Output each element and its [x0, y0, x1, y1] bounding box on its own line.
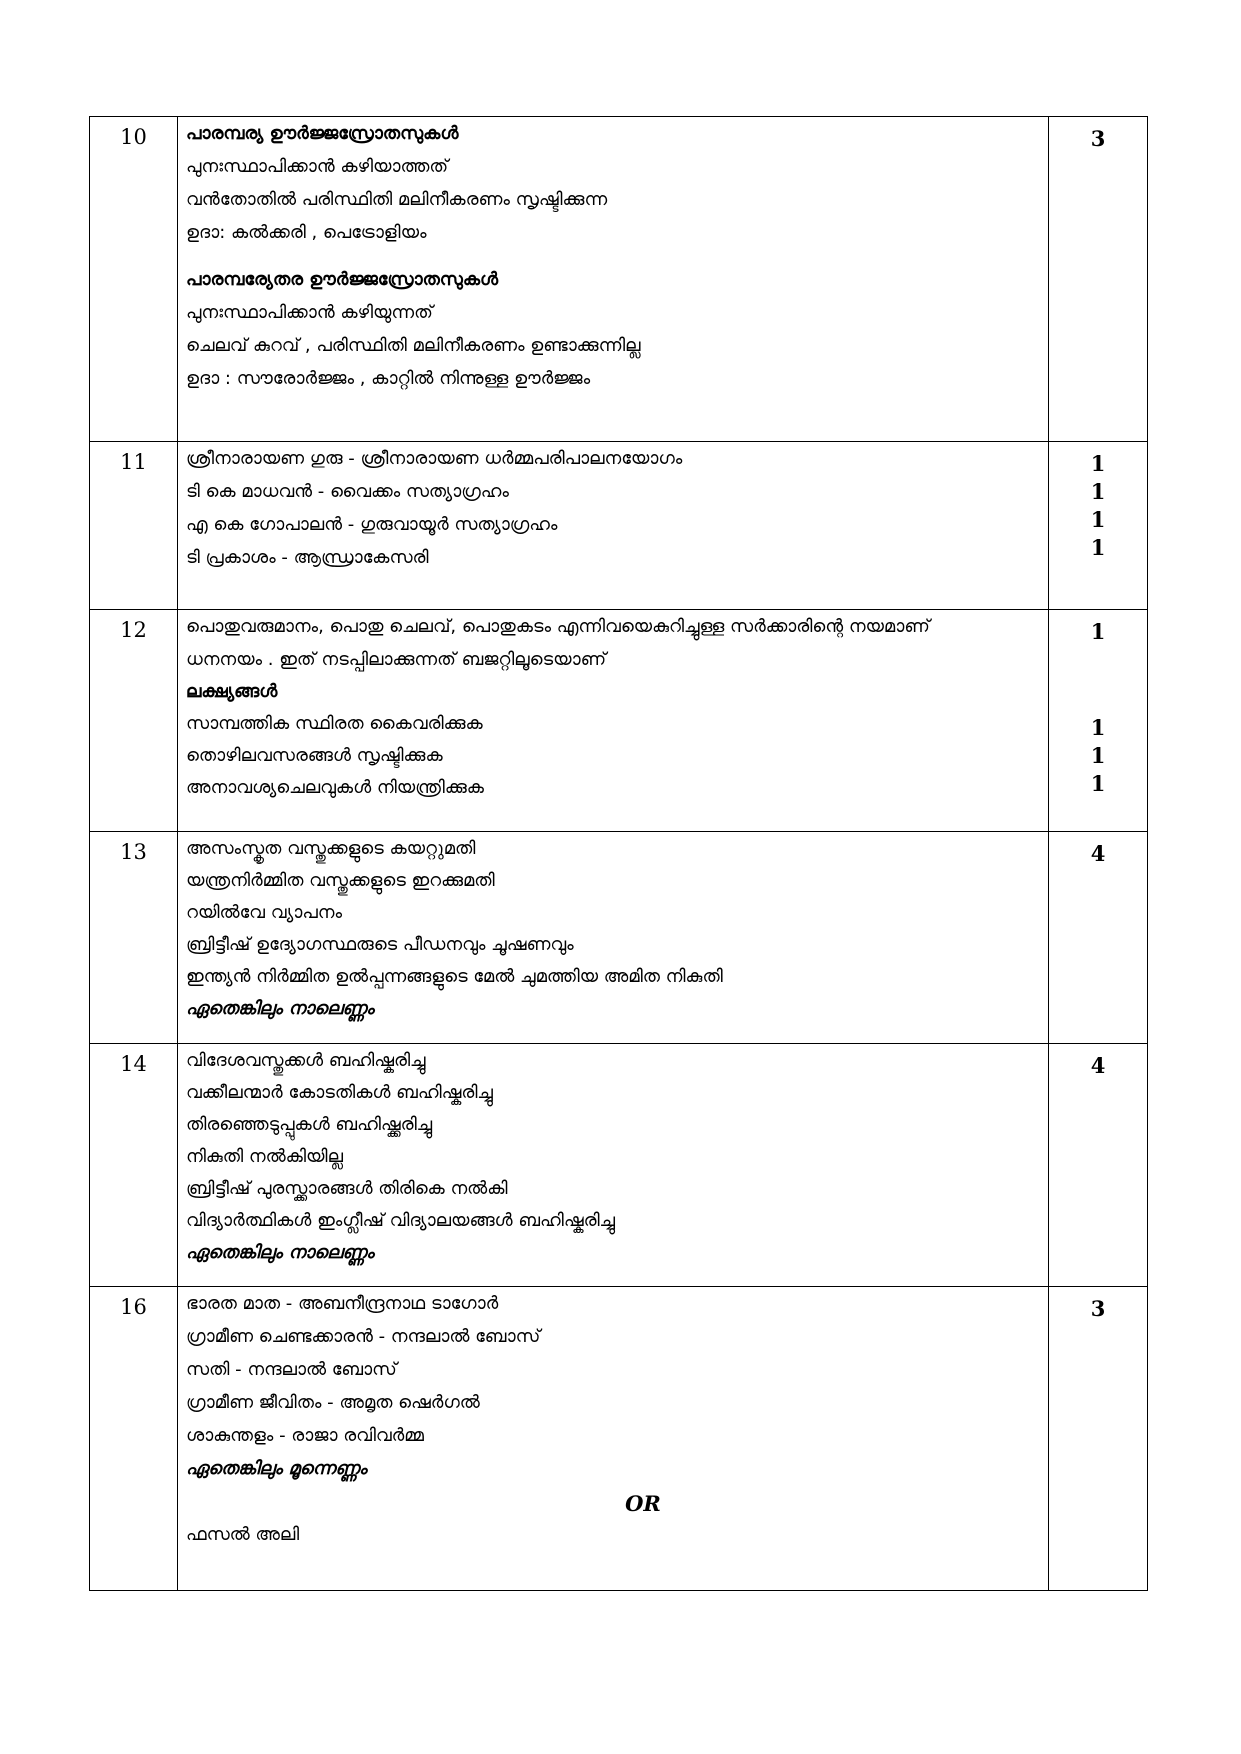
answer-line: അനാവശ്യചെലവുകൾ നിയന്ത്രിക്കുക: [186, 777, 484, 798]
answer-line: പൊതുവരുമാനം, പൊതു ചെലവ്, പൊതുകടം എന്നിവയെകുറിച്ചുള്ള സർക്കാരിന്റെ നയമാണ്: [186, 616, 930, 637]
answer-line: അസംസ്കൃത വസ്തുക്കളുടെ കയറ്റുമതി: [186, 838, 476, 859]
answer-heading: പാരമ്പര്യേതര ഊർജ്ജസ്രോതസുകൾ: [186, 269, 499, 290]
answer-line: ഗ്രാമീണ ചെണ്ടക്കാരൻ - നന്ദലാൽ ബോസ്: [186, 1326, 541, 1347]
answer-cell: [178, 117, 1049, 442]
answer-cell: [178, 610, 1049, 832]
question-number: 11: [90, 442, 178, 610]
table-row: [90, 117, 1148, 442]
answer-line: ധനനയം . ഇത് നടപ്പിലാക്കുന്നത് ബജറ്റിലൂടെയാണ്: [186, 649, 607, 670]
question-number: 16: [90, 1287, 178, 1591]
answer-line: ഇന്ത്യൻ നിർമ്മിത ഉൽപ്പന്നങ്ങളുടെ മേൽ ചുമത്തിയ അമിത നികുതി: [186, 966, 723, 987]
answer-line: ടി കെ മാധവൻ - വൈക്കം സത്യാഗ്രഹം: [186, 481, 509, 502]
answer-line: വിദേശവസ്തുക്കൾ ബഹിഷ്കരിച്ചു: [186, 1050, 426, 1071]
marks-cell: [1049, 610, 1148, 832]
answer-note: ഏതെങ്കിലും നാലെണ്ണം: [186, 1242, 374, 1263]
answer-heading: ലക്ഷ്യങ്ങൾ: [186, 681, 278, 702]
answer-heading: പാരമ്പര്യ ഊർജ്ജസ്രോതസുകൾ: [186, 123, 459, 144]
answer-line: റയിൽവേ വ്യാപനം: [186, 902, 343, 923]
answer-line: ഫസൽ അലി: [186, 1524, 300, 1545]
table-row: [90, 1044, 1148, 1287]
answer-note: ഏതെങ്കിലും നാലെണ്ണം: [186, 998, 374, 1019]
answer-line: ഉദാ: കൽക്കരി , പെട്രോളിയം: [186, 222, 427, 243]
mark-value: 3: [1090, 1296, 1106, 1321]
answer-line: ബ്രിട്ടീഷ് ഉദ്യോഗസ്ഥരുടെ പീഡനവും ചൂഷണവും: [186, 934, 574, 955]
answer-cell: [178, 442, 1049, 610]
table-row: [90, 442, 1148, 610]
mark-value: 4: [1090, 1053, 1106, 1078]
mark-value: 1: [1090, 535, 1106, 560]
answer-line: തിരഞ്ഞെടുപ്പുകൾ ബഹിഷ്ക്കരിച്ചു: [186, 1114, 433, 1135]
mark-value: 3: [1090, 126, 1106, 151]
answer-cell: [178, 832, 1049, 1044]
mark-value: 1: [1090, 715, 1106, 740]
mark-value: 1: [1090, 619, 1106, 644]
question-number: 13: [90, 832, 178, 1044]
answer-line: ഗ്രാമീണ ജീവിതം - അമൃത ഷെർഗൽ: [186, 1392, 480, 1413]
answer-line: ബ്രിട്ടീഷ് പുരസ്ക്കാരങ്ങൾ തിരികെ നൽകി: [186, 1178, 508, 1199]
answer-cell: [178, 1287, 1049, 1591]
marks-cell: [1049, 1044, 1148, 1287]
answer-line: പുനഃസ്ഥാപിക്കാൻ കഴിയാത്തത്: [186, 156, 449, 177]
answer-key-table: [89, 116, 1148, 1591]
question-number: 12: [90, 610, 178, 832]
mark-value: 1: [1090, 507, 1106, 532]
question-number: 10: [90, 117, 178, 442]
table-row: [90, 832, 1148, 1044]
answer-note: ഏതെങ്കിലും മൂന്നെണ്ണം: [186, 1458, 367, 1479]
answer-line: സാമ്പത്തിക സ്ഥിരത കൈവരിക്കുക: [186, 713, 483, 734]
answer-line: ഉദാ : സൗരോർജ്ജം , കാറ്റിൽ നിന്നുള്ള ഊർജ്ജം: [186, 368, 591, 389]
table-row: [90, 1287, 1148, 1591]
marks-cell: [1049, 442, 1148, 610]
answer-line: ടി പ്രകാശം - ആന്ധ്രാകേസരി: [186, 547, 429, 568]
answer-line: നികുതി നൽകിയില്ല: [186, 1146, 343, 1167]
answer-line: ശ്രീനാരായണ ഗുരു - ശ്രീനാരായണ ധർമ്മപരിപാലനയോഗം: [186, 448, 683, 469]
marks-cell: [1049, 1287, 1148, 1591]
mark-value: 4: [1090, 841, 1106, 866]
mark-value: 1: [1090, 771, 1106, 796]
marks-cell: [1049, 117, 1148, 442]
answer-line: പുനഃസ്ഥാപിക്കാൻ കഴിയുന്നത്: [186, 302, 433, 323]
answer-line: ഭാരത മാത - അബനീന്ദ്രനാഥ ടാഗോർ: [186, 1293, 499, 1314]
answer-line: എ കെ ഗോപാലൻ - ഗുരുവായൂർ സത്യാഗ്രഹം: [186, 514, 558, 535]
question-number: 14: [90, 1044, 178, 1287]
answer-line: ചെലവ് കുറവ് , പരിസ്ഥിതി മലിനീകരണം ഉണ്ടാക്കുന്നില്ല: [186, 335, 641, 356]
answer-line: വക്കീലന്മാർ കോടതികൾ ബഹിഷ്കരിച്ചു: [186, 1082, 493, 1103]
answer-line: സതി - നന്ദലാൽ ബോസ്: [186, 1359, 397, 1380]
marks-cell: [1049, 832, 1148, 1044]
answer-line: വിദ്യാർത്ഥികൾ ഇംഗ്ലീഷ് വിദ്യാലയങ്ങൾ ബഹിഷ്കരിച്ചു: [186, 1210, 616, 1231]
mark-value: 1: [1090, 743, 1106, 768]
table-row: [90, 610, 1148, 832]
answer-line: ശാകുന്തളം - രാജാ രവിവർമ്മ: [186, 1425, 424, 1446]
or-separator: OR: [625, 1491, 661, 1516]
answer-line: യന്ത്രനിർമ്മിത വസ്തുക്കളുടെ ഇറക്കുമതി: [186, 870, 495, 891]
answer-line: വൻതോതിൽ പരിസ്ഥിതി മലിനീകരണം സൃഷ്ടിക്കുന്ന: [186, 189, 608, 210]
answer-key-sheet: [89, 116, 1147, 1591]
answer-cell: [178, 1044, 1049, 1287]
answer-line: തൊഴിലവസരങ്ങൾ സൃഷ്ടിക്കുക: [186, 745, 443, 766]
mark-value: 1: [1090, 451, 1106, 476]
mark-value: 1: [1090, 479, 1106, 504]
